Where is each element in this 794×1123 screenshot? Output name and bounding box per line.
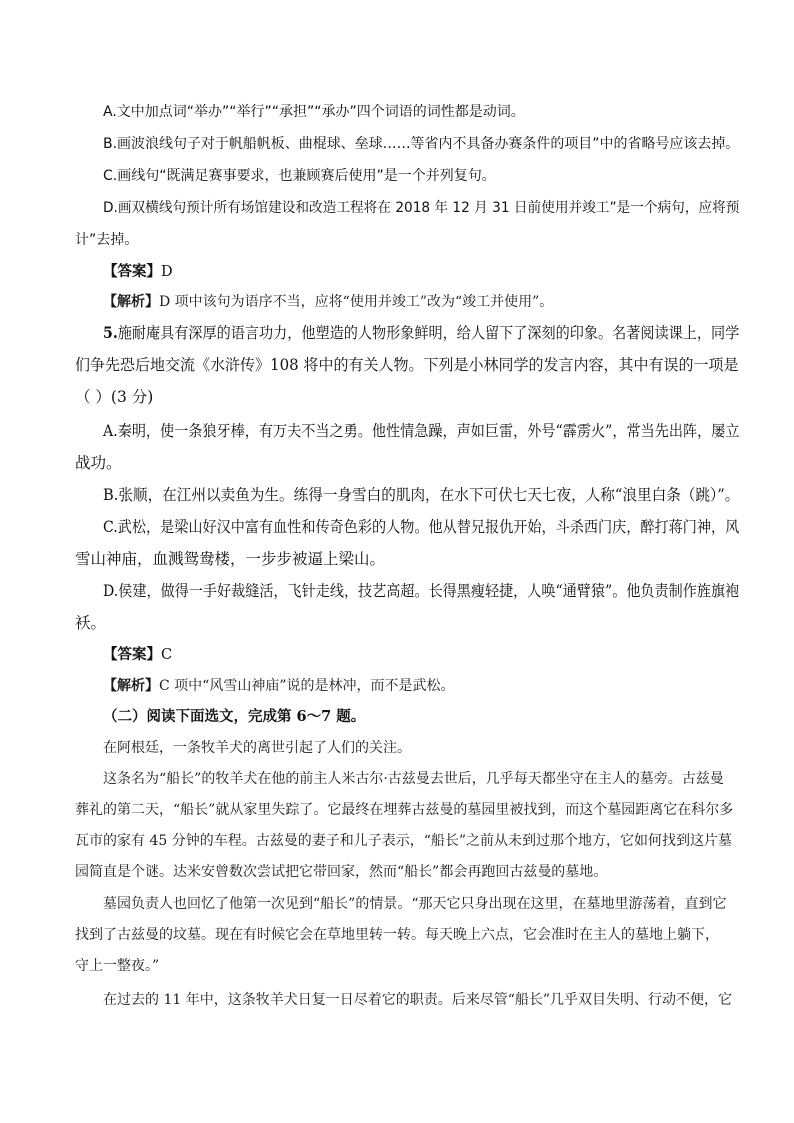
passage-p2-line4: 园简直是个谜。达米安曾数次尝试把它带回家，然而“船长”都会再跑回古兹曼的墓地。 (75, 864, 608, 880)
q4-option-d-line1: D.画双横线句预计所有场馆建设和改造工程将在 2018 年 12 月 31 日前使用并竣工”是一个病句，应将预 (103, 200, 740, 216)
q4-analysis (103, 292, 553, 312)
answer-label: 【答案】 (103, 263, 161, 280)
q5-option-d-line2: 袄。 (75, 614, 107, 632)
analysis-label: 【解析】 (103, 294, 159, 310)
passage-p2-line3: 瓦市的家有 45 分钟的车程。古兹曼的妻子和儿子表示，“船长”之前从未到过那个地方，它如何找到这片墓 (75, 833, 733, 849)
passage-p3-line2: 找到了古兹曼的坟墓。现在有时候它会在草地里转一转。每天晚上六点，它会准时在主人的墓地上躺下， (75, 927, 719, 943)
passage-p1: 在阿根廷，一条牧羊犬的离世引起了人们的关注。 (103, 740, 411, 756)
passage-p3-line1: 墓园负责人也回忆了他第一次见到“船长”的情景。“那天它只身出现在这里，在墓地里游荡着，直到它 (103, 896, 727, 912)
answer-value: C (161, 647, 173, 663)
q5-option-b: B.张顺，在江州以卖鱼为生。练得一身雪白的肌肉，在水下可伏七天七夜，人称“浪里白条（跳）”。 (103, 486, 740, 504)
passage-p4-line1: 在过去的 11 年中，这条牧羊犬日复一日尽着它的职责。后来尽管“船长”几乎双目失明、行动不便，它 (103, 992, 733, 1008)
q4-option-c: C.画线句“既满足赛事要求，也兼顾赛后使用”是一个并列复句。 (103, 168, 496, 184)
q4-option-a: A.文中加点词“举办”“举行”“承担”“承办”四个词语的词性都是动词。 (103, 104, 525, 120)
q5-answer (103, 645, 172, 665)
q4-option-b: B.画波浪线句子对于帆船帆板、曲棍球、垒球……等省内不具备办赛条件的项目”中的省略号应该去掉。 (103, 136, 740, 152)
q5-option-c-line1: C.武松，是梁山好汉中富有血性和传奇色彩的人物。他从替兄报仇开始，斗杀西门庆，醉打蒋门神，风 (103, 518, 740, 536)
passage-p3-line3: 守上一整夜。” (75, 958, 160, 974)
q5-analysis (103, 676, 454, 696)
analysis-text: D 项中该句为语序不当，应将“使用并竣工”改为“竣工并使用”。 (159, 294, 554, 310)
q5-option-d-line1: D.侯建，做得一手好裁缝活，飞针走线，技艺高超。长得黑瘦轻捷，人唤“通臂猿”。他负责制作旌旗袍 (103, 582, 740, 600)
section-heading: （二）阅读下面选文，完成第 6～7 题。 (103, 708, 366, 725)
answer-value: D (161, 264, 173, 280)
passage-p2-line1: 这条名为“船长”的牧羊犬在他的前主人米古尔·古兹曼去世后，几乎每天都坐守在主人的墓旁。古兹曼 (103, 771, 724, 787)
q4-option-d-line2: 计”去掉。 (75, 232, 139, 248)
q5-stem-line1: 5.施耐庵具有深厚的语言功力，他塑造的人物形象鲜明，给人留下了深刻的印象。名著阅读课上，同学 (103, 323, 740, 342)
q5-option-a-line2: 战功。 (75, 454, 122, 472)
q5-stem-line3: （ ）(3 分) (75, 388, 154, 406)
q4-answer (103, 262, 173, 282)
question-number: 5. (103, 323, 118, 342)
analysis-label: 【解析】 (103, 678, 159, 694)
analysis-text: C 项中“风雪山神庙”说的是林冲，而不是武松。 (159, 678, 455, 694)
answer-label: 【答案】 (103, 646, 161, 663)
passage-p2-line2: 葬礼的第二天，“船长”就从家里失踪了。它最终在埋葬古兹曼的墓园里被找到，而这个墓园距离它在科尔多 (75, 802, 734, 818)
q5-option-c-line2: 雪山神庙，血溅鸳鸯楼，一步步被逼上梁山。 (75, 550, 386, 568)
q5-option-a-line1: A.秦明，使一条狼牙棒，有万夫不当之勇。他性情急躁，声如巨雷，外号“霹雳火”，常当先出阵，屡立 (103, 422, 740, 440)
q5-stem-line2: 们争先恐后地交流《水浒传》108 将中的有关人物。下列是小林同学的发言内容，其中有误的一项是 (75, 356, 739, 374)
